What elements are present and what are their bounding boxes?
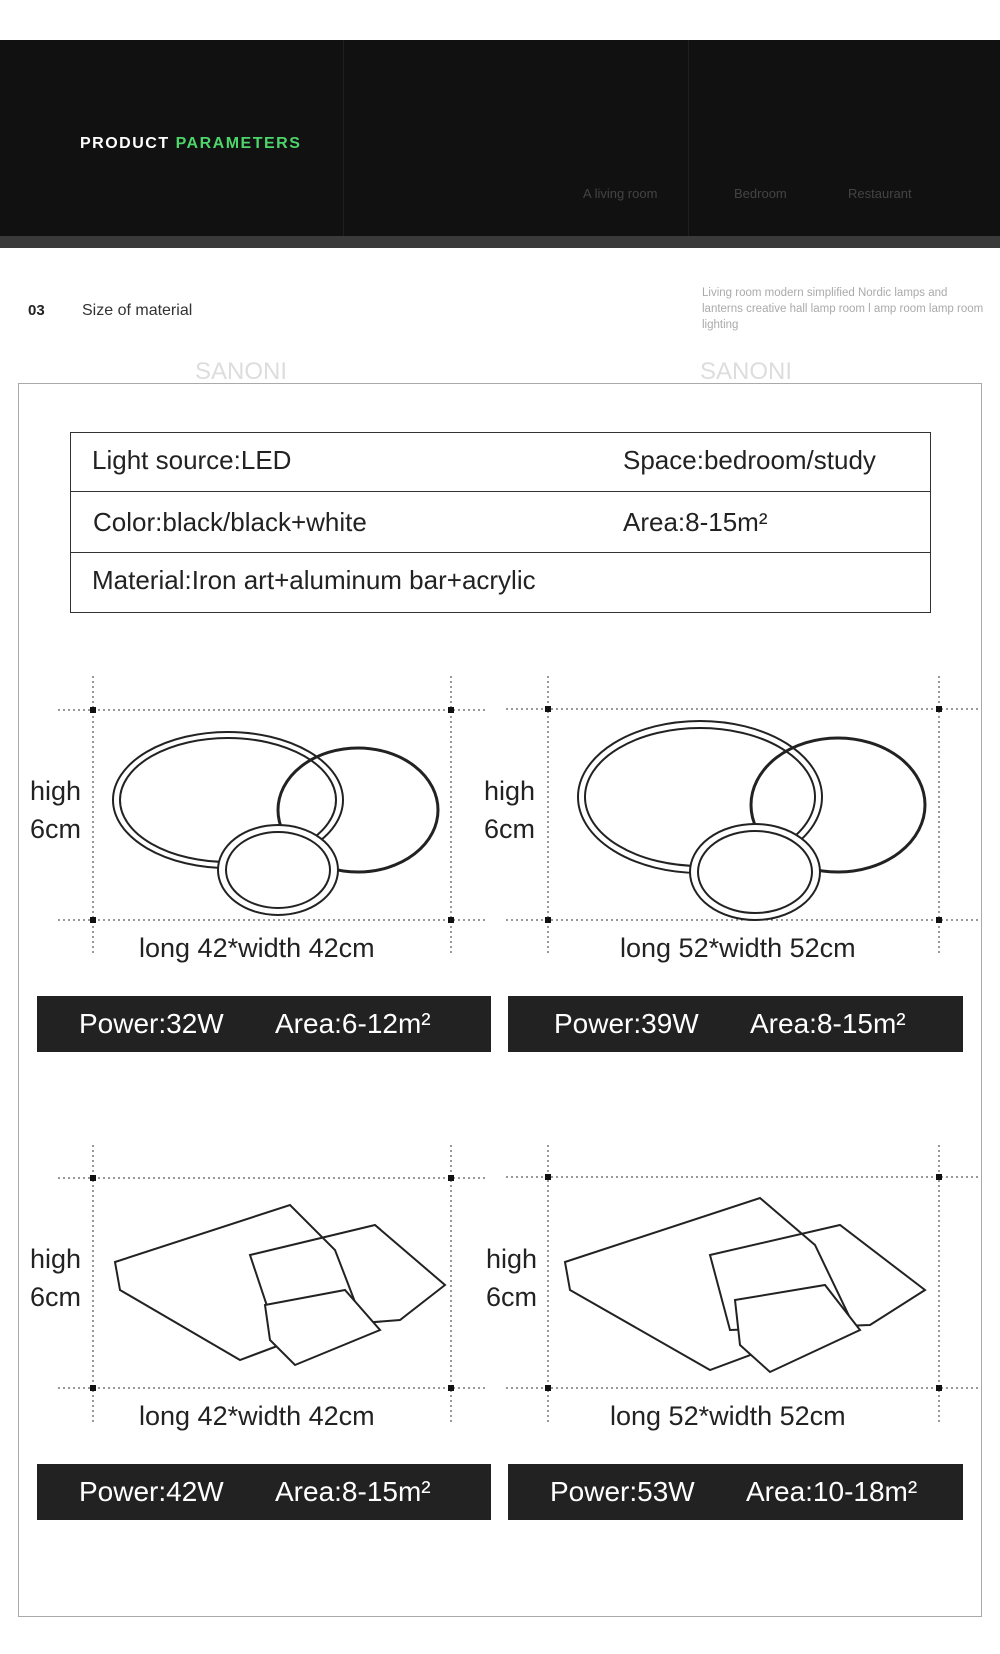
section-title: Size of material (82, 302, 193, 319)
area: Area:8-15m² (750, 1008, 906, 1039)
height-value: 6cm (30, 814, 82, 844)
area: Area:8-15m² (275, 1476, 431, 1507)
area: Area:10-18m² (746, 1476, 918, 1507)
height-label (30, 772, 81, 848)
power: Power:53W (550, 1476, 695, 1507)
high-text: high (30, 776, 82, 806)
height-value: 6cm (30, 1282, 82, 1312)
size-label: long 42*width 42cm (139, 933, 375, 963)
spec-light-source: Light source:LED (92, 445, 292, 475)
power-bar (37, 1464, 491, 1520)
room-link-bedroom[interactable]: Bedroom (734, 186, 787, 201)
watermark: SANONI (195, 358, 288, 385)
spec-space: Space:bedroom/study (623, 445, 876, 475)
title-green: PARAMETERS (175, 135, 302, 152)
room-link-living[interactable]: A living room (583, 186, 658, 201)
spec-material: Material:Iron art+aluminum bar+acrylic (92, 565, 536, 595)
height-label (484, 772, 535, 848)
power-bar (37, 996, 491, 1052)
high-text: high (484, 776, 536, 806)
watermark: SANONI (700, 358, 793, 385)
power: Power:42W (79, 1476, 224, 1507)
high-text: high (486, 1244, 538, 1274)
height-label (30, 1240, 81, 1316)
spec-color: Color:black/black+white (93, 507, 367, 537)
height-label (486, 1240, 537, 1316)
size-label: long 42*width 42cm (139, 1401, 375, 1431)
section-number: 03 (28, 302, 45, 319)
power: Power:32W (79, 1008, 224, 1039)
size-label: long 52*width 52cm (610, 1401, 846, 1431)
power: Power:39W (554, 1008, 699, 1039)
title-white: PRODUCT (80, 135, 170, 152)
size-label: long 52*width 52cm (620, 933, 856, 963)
height-value: 6cm (484, 814, 536, 844)
spec-area: Area:8-15m² (623, 507, 768, 537)
power-bar (508, 1464, 963, 1520)
area: Area:6-12m² (275, 1008, 431, 1039)
height-value: 6cm (486, 1282, 538, 1312)
high-text: high (30, 1244, 82, 1274)
power-bar (508, 996, 963, 1052)
room-link-restaurant[interactable]: Restaurant (848, 186, 912, 201)
section-description: Living room modern simplified Nordic lamps and lanterns creative hall lamp room l amp room lamp room lighting (702, 287, 984, 331)
